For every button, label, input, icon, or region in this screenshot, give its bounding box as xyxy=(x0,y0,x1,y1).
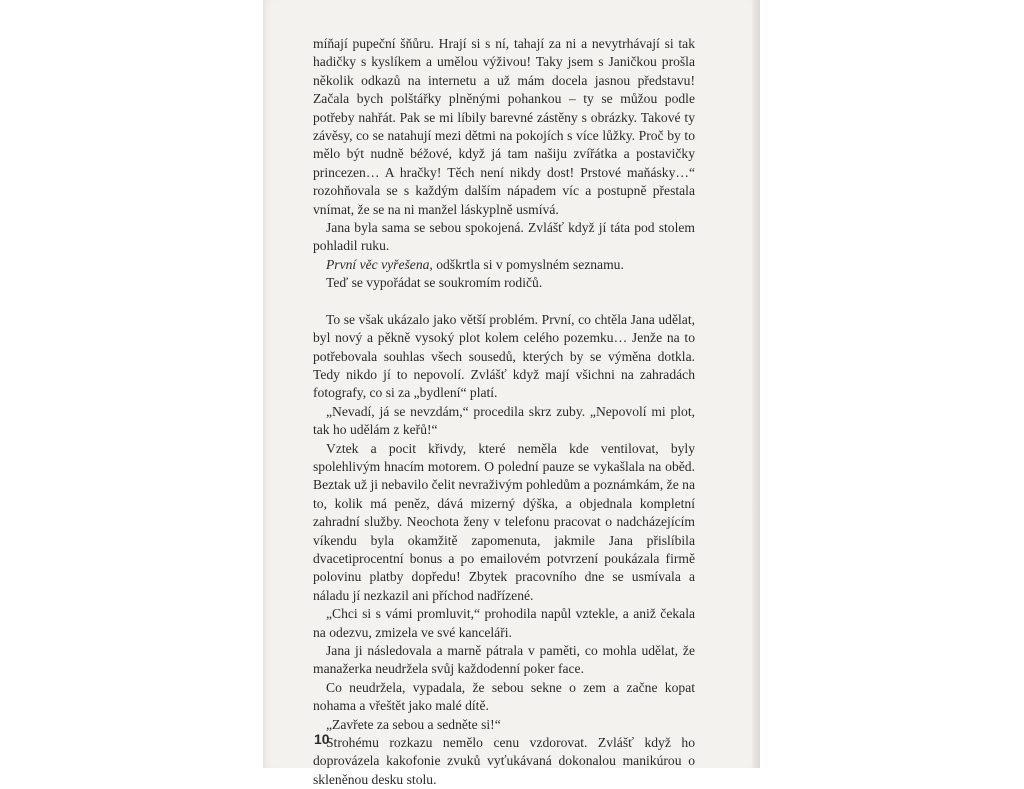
paragraph: Teď se vypořádat se soukromím rodičů. xyxy=(326,275,543,291)
paragraph xyxy=(313,256,695,274)
paragraph: „Zavřete za sebou a sedněte si!“ xyxy=(326,716,501,732)
paragraph-text: odškrtla si v pomyslném seznamu. xyxy=(432,256,624,272)
paragraph: „Nevadí, já se nevzdám,“ procedila skrz zuby. „Nepovolí mi plot, tak ho udělám z keřů!“ xyxy=(313,403,695,438)
italic-phrase: První věc vyřešena, xyxy=(326,256,433,272)
paragraph: Strohému rozkazu nemělo cenu vzdorovat. Zvlášť když ho doprovázela kakofonie zvuků vyťukávaná dokonalou manikúrou o skleněnou desku stolu. xyxy=(313,735,695,787)
page-text xyxy=(313,35,695,789)
page-number: 10 xyxy=(314,731,330,747)
page-edge xyxy=(752,0,760,768)
paragraph: Co neudržela, vypadala, že sebou sekne o zem a začne kopat nohama a vřeštět jako malé dítě. xyxy=(313,679,695,714)
paragraph: Jana byla sama se sebou spokojená. Zvlášť když jí táta pod stolem pohladil ruku. xyxy=(313,220,695,254)
paragraph: Jana ji následovala a marně pátrala v paměti, co mohla udělat, že manažerka neudržela svůj každodenní poker face. xyxy=(313,643,695,677)
paragraph: To se však ukázalo jako větší problém. První, co chtěla Jana udělat, byl nový a pěkně vysoký plot kolem celého pozemku… Jenže na to potřebovala souhlas všech sousedů, kterých by se výměna dotkla. Tedy nikdo jí to nepovolí. Zvlášť když mají všichni na zahradách fotografy, co si za „bydlení“ platí. xyxy=(313,311,695,401)
paragraph: „Chci si s vámi promluvit,“ prohodila napůl vztekle, a aniž čekala na odezvu, zmizela ve své kanceláři. xyxy=(313,606,695,640)
paragraph: Vztek a pocit křivdy, které neměla kde ventilovat, byly spolehlivým hnacím motorem. O polední pauze se vykašlala na oběd. Beztak už ji nebavilo čelit nevraživým pohledům a poznámkám, že na to, kolik má peněz, dává mizerný dýška, a objednala kompletní zahradní služby. Neochota ženy v telefonu pracovat o nadcházejícím víkendu byla okamžitě zapomenuta, jakmile Jana přislíbila dvacetiprocentní bonus a po emailovém potvrzení poukázala firmě polovinu platby dopředu! Zbytek pracovního dne se usmívala a náladu jí nezkazil ani příchod nadřízené. xyxy=(313,440,695,603)
paragraph: míňají pupeční šňůru. Hrají si s ní, tahají za ni a nevytrhávají si tak hadičky s kyslíkem a umělou výživou! Taky jsem s Janičkou prošla několik odkazů na internetu a už mám docela jasnou představu! Začala bych polštářky plněnými pohankou – ty se můžou podle potřeby nahřát. Pak se mi líbily barevné zástěny s obrázky. Takové ty závěsy, co se natahují mezi dětmi na pokojích s více lůžky. Proč by to mělo být nudně béžové, když já tam našiju zvířátka a postavičky princezen… A hračky! Těch není nikdy dost! Prstové maňásky…“ rozohňovala se s každým dalším nápadem víc a postupně přestala vnímat, že se na ni manžel láskyplně usmívá. xyxy=(313,36,695,217)
